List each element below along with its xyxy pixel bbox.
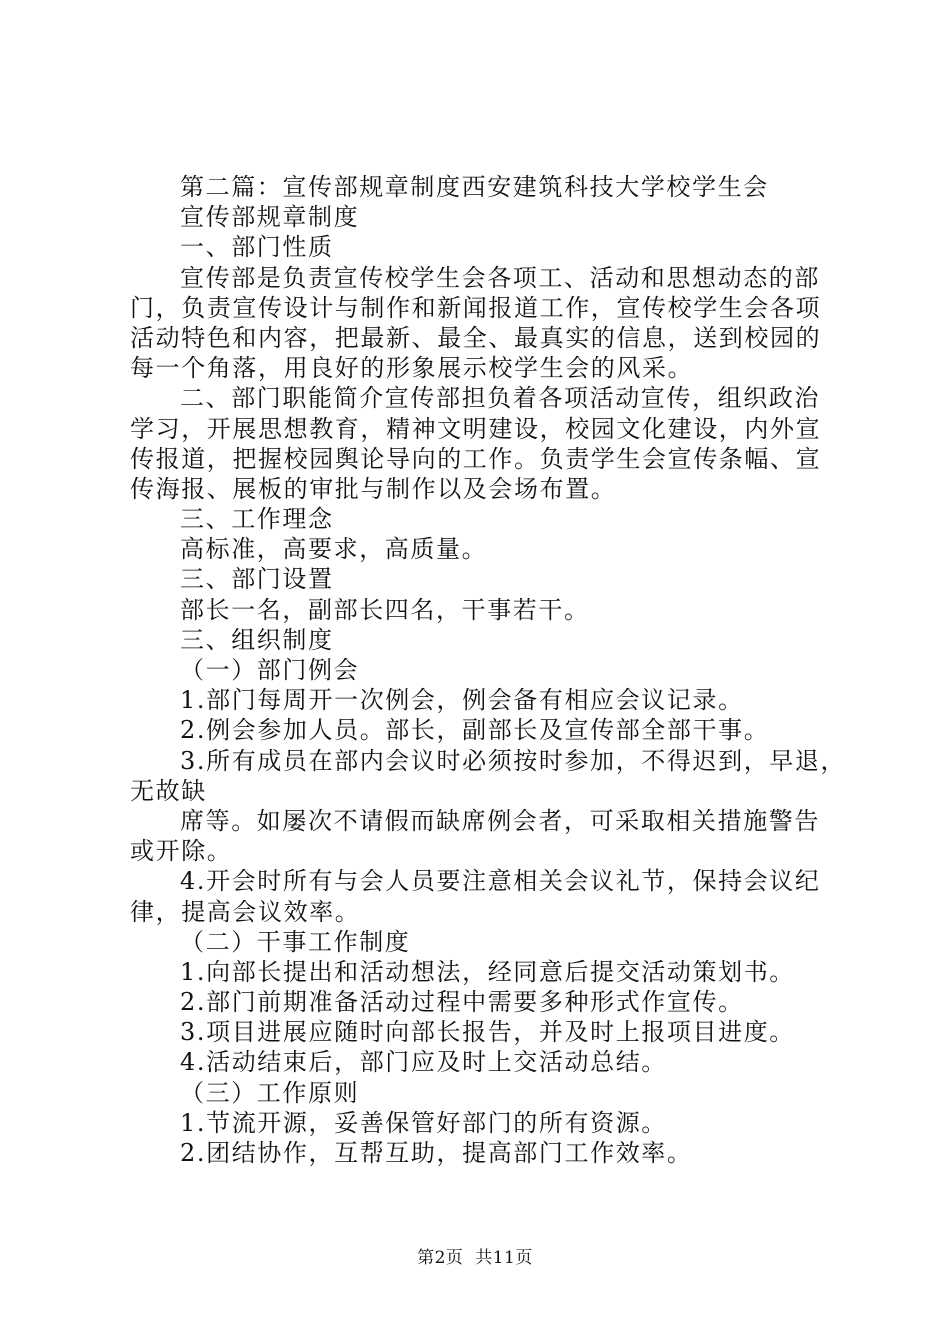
text-line: 二、部门职能简介宣传部担负着各项活动宣传，组织政治 xyxy=(180,384,820,413)
text-line: 1.节流开源，妥善保管好部门的所有资源。 xyxy=(180,1108,667,1137)
document-body xyxy=(130,172,847,1168)
text-line: 宣传部是负责宣传校学生会各项工、活动和思想动态的部 xyxy=(180,263,820,292)
text-line: 三、组织制度 xyxy=(180,625,334,654)
text-line: 3.项目进展应随时向部长报告，并及时上报项目进度。 xyxy=(180,1018,795,1047)
text-line: 每一个角落，用良好的形象展示校学生会的风采。 xyxy=(130,354,694,383)
text-line: 2.团结协作，互帮互助，提高部门工作效率。 xyxy=(180,1139,693,1167)
text-line: 席等。如屡次不请假而缺席例会者，可采取相关措施警告 xyxy=(180,806,820,835)
text-line: 门，负责宣传设计与制作和新闻报道工作，宣传校学生会各项 xyxy=(130,293,822,322)
text-line: 传报道，把握校园舆论导向的工作。负责学生会宣传条幅、宣 xyxy=(130,444,822,473)
text-line: 宣传部规章制度 xyxy=(180,203,360,232)
text-line: 传海报、展板的审批与制作以及会场布置。 xyxy=(130,474,617,503)
text-line: 3.所有成员在部内会议时必须按时参加，不得迟到，早退， xyxy=(180,746,847,775)
text-line: （二）干事工作制度 xyxy=(180,927,411,956)
text-line: 律，提高会议效率。 xyxy=(130,897,361,926)
page-number-label: 第2页 共11页 xyxy=(417,1248,533,1268)
text-line: 1.部门每周开一次例会，例会备有相应会议记录。 xyxy=(180,686,744,715)
text-line: 或开除。 xyxy=(130,837,233,866)
text-line: （三）工作原则 xyxy=(180,1078,360,1107)
text-line: 高标准，高要求，高质量。 xyxy=(180,535,488,564)
text-line: 活动特色和内容，把最新、最全、最真实的信息，送到校园的 xyxy=(130,323,822,352)
text-line: 第二篇：宣传部规章制度西安建筑科技大学校学生会 xyxy=(180,173,769,201)
text-line: 一、部门性质 xyxy=(180,233,334,262)
text-line: 无故缺 xyxy=(130,776,207,805)
page-footer xyxy=(0,1243,950,1268)
text-line: 1.向部长提出和活动想法，经同意后提交活动策划书。 xyxy=(180,957,795,986)
text-line: 三、部门设置 xyxy=(180,565,334,594)
text-line: 2.例会参加人员。部长，副部长及宣传部全部干事。 xyxy=(180,716,770,745)
text-line: 4.开会时所有与会人员要注意相关会议礼节，保持会议纪 xyxy=(180,867,821,896)
text-line: 部长一名，副部长四名，干事若干。 xyxy=(180,595,590,624)
text-line: 三、工作理念 xyxy=(180,505,334,534)
text-line: 学习，开展思想教育，精神文明建设，校园文化建设，内外宣 xyxy=(130,414,822,443)
text-line: 2.部门前期准备活动过程中需要多种形式作宣传。 xyxy=(180,988,744,1017)
text-line: （一）部门例会 xyxy=(180,656,360,684)
text-line: 4.活动结束后，部门应及时上交活动总结。 xyxy=(180,1048,667,1077)
